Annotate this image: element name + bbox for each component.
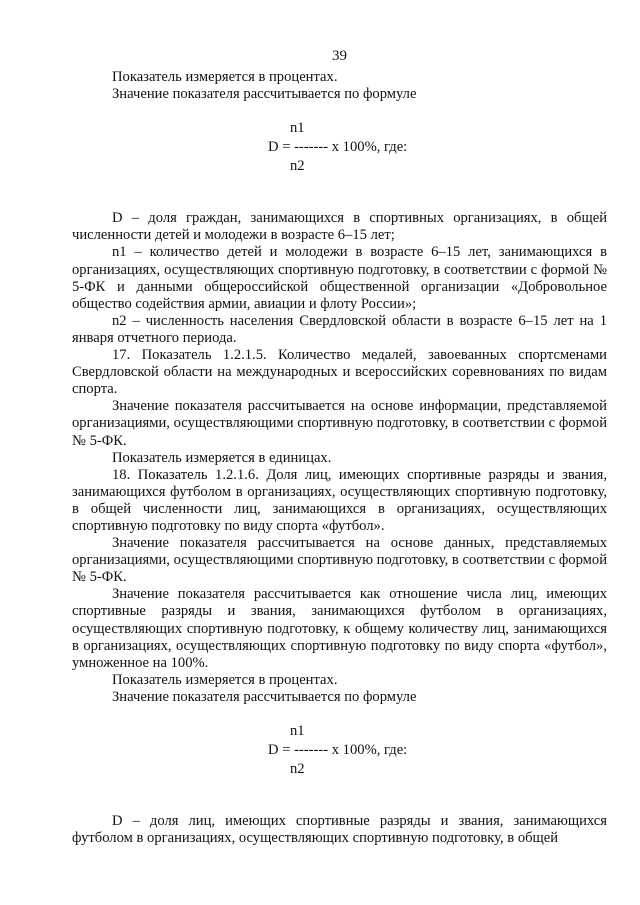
paragraph: Показатель измеряется в единицах. [112, 449, 332, 466]
paragraph: D – доля граждан, занимающихся в спортивных организациях, в общей численности детей и молодежи в возрасте 6–15 лет; [72, 210, 607, 244]
paragraph: n1 – количество детей и молодежи в возрасте 6–15 лет, занимающихся в организациях, осуществляющих спортивную подготовку, в соответствии с формой № 5-ФК и данными общероссийской общественной организации «Добровольное общество содействия армии, авиации и флоту России»; [72, 244, 607, 312]
document-page [72, 48, 607, 847]
formula-equation: D = ------- x 100%, где: [268, 742, 408, 758]
formula-numerator: n1 [290, 723, 305, 739]
formula [72, 723, 607, 781]
paragraph: Показатель измеряется в процентах. [112, 69, 338, 86]
formula-denominator: n2 [290, 761, 305, 777]
paragraph: 17. Показатель 1.2.1.5. Количество медалей, завоеванных спортсменами Свердловской области на международных и всероссийских соревнованиях по видам спорта. [72, 347, 607, 398]
formula-equation: D = ------- x 100%, где: [268, 139, 408, 156]
paragraph: Значение показателя рассчитывается на основе информации, представляемой организациями, осуществляющими спортивную подготовку, в соответствии с формой № 5-ФК. [72, 398, 607, 449]
formula [72, 120, 607, 178]
paragraph: Показатель измеряется в процентах. [112, 671, 338, 688]
paragraph: Значение показателя рассчитывается по формуле [112, 86, 417, 103]
formula-numerator: n1 [290, 120, 305, 137]
formula-denominator: n2 [290, 158, 305, 175]
paragraph: Значение показателя рассчитывается на основе данных, представляемых организациями, осуществляющими спортивную подготовку, в соответствии с формой № 5-ФК. [72, 535, 607, 586]
paragraph: D – доля лиц, имеющих спортивные разряды и звания, занимающихся футболом в организациях, осуществляющих спортивную подготовку, в общей [72, 813, 607, 847]
page-number: 39 [332, 48, 347, 64]
paragraph: Значение показателя рассчитывается как отношение числа лиц, имеющих спортивные разряды и звания, занимающихся футболом в организациях, осуществляющих спортивную подготовку, к общему количеству лиц, занимающихся в организациях, осуществляющих спортивную подготовку по виду спорта «футбол», умноженное на 100%. [72, 586, 607, 671]
paragraph: n2 – численность населения Свердловской области в возрасте 6–15 лет на 1 января отчетного периода. [72, 312, 607, 346]
paragraph: 18. Показатель 1.2.1.6. Доля лиц, имеющих спортивные разряды и звания, занимающихся футболом в организациях, осуществляющих спортивную подготовку, в общей численности лиц, занимающихся в организациях, осуществляющих спортивную подготовку по виду спорта «футбол». [72, 466, 607, 534]
paragraph: Значение показателя рассчитывается по формуле [112, 688, 417, 705]
